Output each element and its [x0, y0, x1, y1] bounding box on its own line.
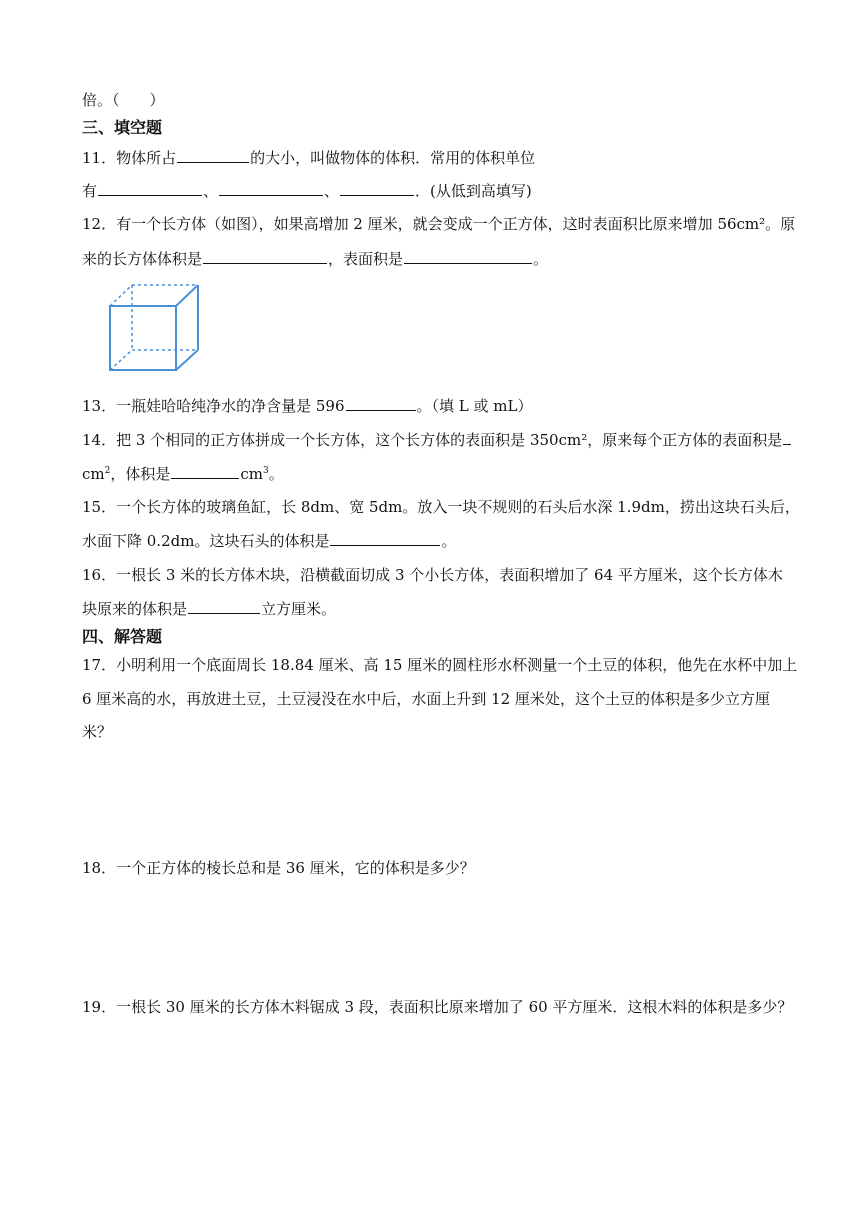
question-text: 有 [82, 182, 98, 200]
question-text: 来的长方体体积是 [82, 250, 203, 268]
question-number: 16． [82, 566, 117, 584]
question-text: 6 厘米高的水，再放进土豆，土豆浸没在水中后，水面上升到 12 厘米处，这个土豆的体积是多少立方厘 [82, 690, 770, 708]
question-text: ．(从低到高填写) [415, 182, 532, 200]
answer-blank[interactable] [404, 248, 532, 264]
question-14-line-2 [82, 463, 802, 484]
answer-blank[interactable] [346, 395, 416, 411]
question-17-line-2 [82, 689, 802, 709]
unit-text: cm [82, 465, 105, 483]
question-text: 的大小，叫做物体的体积．常用的体积单位 [250, 149, 536, 167]
cuboid-figure [106, 280, 204, 376]
question-text: 小明利用一个底面周长 18.84 厘米、高 15 厘米的圆柱形水杯测量一个土豆的体积，他先在水杯中加上 [116, 656, 798, 674]
question-text: 立方厘米。 [261, 600, 337, 618]
unit-text: cm [240, 465, 263, 483]
previous-question-tail: 倍。（ ） [82, 91, 165, 109]
question-18 [82, 858, 802, 878]
question-text: 水面下降 0.2dm。这块石头的体积是 [82, 532, 330, 550]
question-14-line-1 [82, 429, 802, 450]
answer-blank[interactable] [188, 598, 260, 614]
edge [176, 285, 198, 306]
question-15-line-1 [82, 497, 802, 517]
separator: 、 [203, 182, 219, 200]
question-text: 。（填 L 或 mL） [416, 397, 533, 415]
question-number: 13． [82, 397, 117, 415]
answer-blank[interactable] [783, 429, 791, 445]
question-text: ，表面积是 [328, 250, 404, 268]
question-number: 11． [82, 149, 117, 167]
answer-blank[interactable] [98, 180, 202, 196]
question-number: 19． [82, 998, 117, 1016]
question-text: 。 [533, 250, 549, 268]
question-text: 块原来的体积是 [82, 600, 188, 618]
question-15-line-2 [82, 530, 802, 551]
question-16-line-1 [82, 565, 802, 585]
question-19 [82, 997, 802, 1017]
question-11-line-1 [82, 147, 802, 168]
question-12-line-2 [82, 248, 802, 269]
question-text: 一个正方体的棱长总和是 36 厘米，它的体积是多少？ [116, 859, 475, 877]
question-text: 有一个长方体（如图），如果高增加 2 厘米，就会变成一个正方体，这时表面积比原来增加 56cm²。原 [116, 215, 796, 233]
answer-blank[interactable] [330, 530, 440, 546]
question-text: 一根长 30 厘米的长方体木料锯成 3 段，表面积比原来增加了 60 平方厘米．这根木料的体积是多少？ [116, 998, 793, 1016]
section-heading-solve: 四、解答题 [82, 627, 163, 646]
question-text: 把 3 个相同的正方体拼成一个长方体，这个长方体的表面积是 350cm²，原来每个正方体的表面积是 [116, 431, 783, 449]
question-text: 米？ [82, 723, 113, 741]
question-number: 15． [82, 498, 117, 516]
section-heading-fill-in: 三、填空题 [82, 118, 163, 137]
question-13 [82, 395, 802, 416]
question-17-line-1 [82, 655, 802, 675]
superscript: 3 [263, 466, 269, 476]
question-number: 14． [82, 431, 117, 449]
question-text: 一根长 3 米的长方体木块，沿横截面切成 3 个小长方体，表面积增加了 64 平方厘米，这个长方体木 [116, 566, 783, 584]
hidden-edge [110, 350, 132, 370]
superscript: 2 [104, 466, 111, 476]
question-text: 。 [268, 465, 284, 483]
question-text: ，体积是 [110, 465, 171, 483]
question-number: 17． [82, 656, 117, 674]
answer-blank[interactable] [203, 248, 327, 264]
question-12-line-1 [82, 214, 802, 234]
edge [176, 350, 198, 370]
answer-blank[interactable] [177, 147, 249, 163]
answer-blank[interactable] [219, 180, 323, 196]
question-17-line-3 [82, 722, 802, 742]
question-number: 12． [82, 215, 117, 233]
question-text: 一个长方体的玻璃鱼缸，长 8dm、宽 5dm。放入一块不规则的石头后水深 1.9dm，捞出这块石头后， [116, 498, 800, 516]
answer-blank[interactable] [340, 180, 414, 196]
question-16-line-2 [82, 598, 802, 619]
question-text: 一瓶娃哈哈纯净水的净含量是 596 [116, 397, 345, 415]
question-text: 。 [441, 532, 457, 550]
answer-blank[interactable] [171, 463, 239, 479]
separator: 、 [324, 182, 340, 200]
dashed-edge [110, 285, 132, 306]
question-text: 物体所占 [116, 149, 177, 167]
question-11-line-2 [82, 180, 802, 201]
question-number: 18． [82, 859, 117, 877]
